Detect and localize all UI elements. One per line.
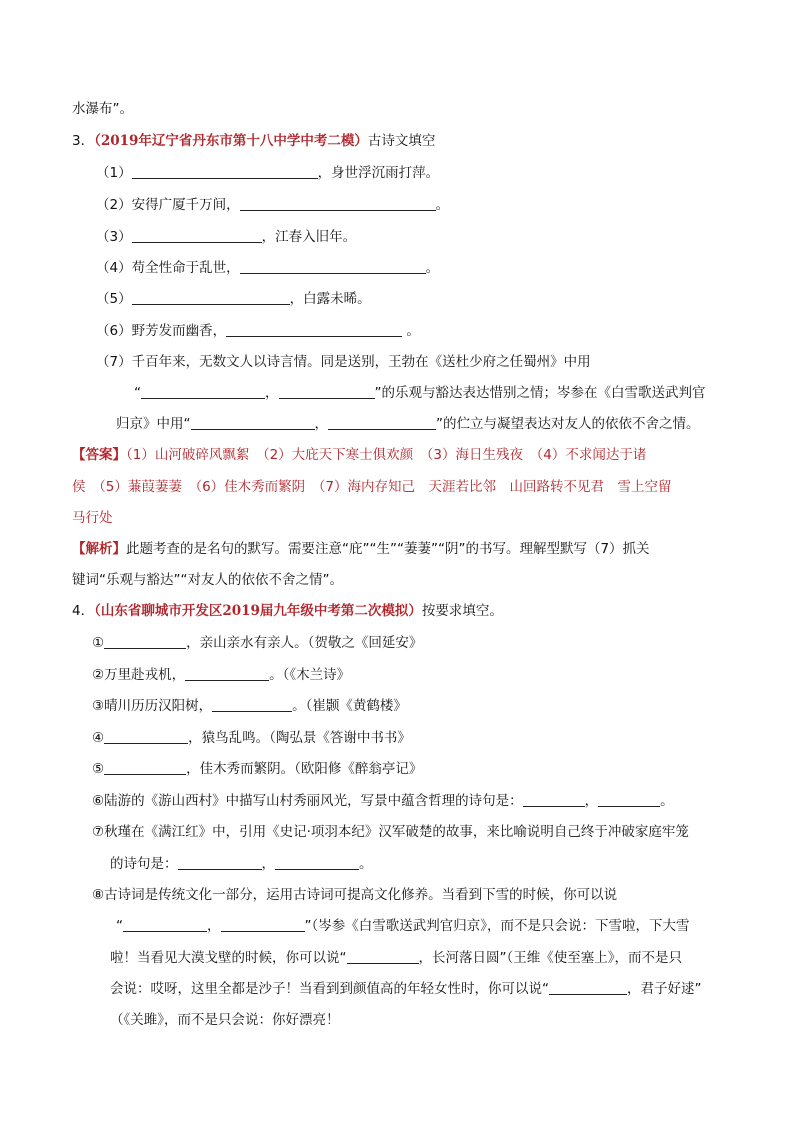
q4-item-7-text: 。 [359, 856, 373, 872]
q4-item-5-text: ，佳木秀而繁阴。（欧阳修《醉翁亭记》 [186, 761, 423, 777]
answer-blank[interactable] [347, 949, 419, 964]
q4-source: （山东省聊城市开发区2019届九年级中考第二次模拟） [94, 603, 422, 619]
answer-text: 侯 （5）蒹葭萋萋 （6）佳木秀而繁阴 （7）海内存知己 天涯若比邻 山回路转不见君 雪上空留 [72, 479, 672, 495]
q3-answer-line-1 [72, 446, 646, 464]
answer-blank[interactable] [132, 164, 318, 179]
q4-item-2-label: ②万里赴戎机， [92, 667, 186, 683]
q3-item-1 [96, 164, 439, 182]
q4-item-1-text: ，亲山亲水有亲人。（贺敬之《回延安》 [186, 635, 423, 651]
analysis-text: 此题考查的是名句的默写。需要注意“庇”“生”“萋萋”“阴”的书写。理解型默写（7）抓关 [126, 541, 650, 557]
q3-item-5 [96, 290, 371, 308]
analysis-text: 键词“乐观与豁达”“对友人的依依不舍之情”。 [72, 572, 343, 588]
q3-analysis-line-2 [72, 571, 343, 589]
answer-blank[interactable] [221, 917, 305, 932]
answer-blank[interactable] [132, 228, 262, 243]
answer-blank[interactable] [523, 792, 585, 807]
answer-blank[interactable] [123, 917, 207, 932]
comma: ， [265, 385, 279, 401]
q3-number: 3． [72, 133, 95, 149]
q4-item-8-text: 啦！当看见大漠戈壁的时候，你可以说“ [110, 950, 347, 966]
q3-title: 古诗文填空 [367, 133, 436, 149]
q3-heading [72, 132, 435, 150]
q4-item-8-line-4 [110, 980, 702, 998]
q3-item-1-label: （1） [96, 165, 132, 181]
q4-number: 4． [72, 603, 95, 619]
q4-item-7-line-1 [92, 823, 689, 841]
answer-blank[interactable] [226, 322, 402, 337]
answer-blank[interactable] [279, 384, 375, 399]
q4-item-8-text: ，长河落日圆”（王维《使至塞上》，而不是只 [418, 950, 682, 966]
q3-item-7-text: ”的乐观与豁达表达惜别之情；岑参在《白雪歌送武判官 [374, 385, 706, 401]
quote-open: “ [116, 918, 123, 934]
q3-answer-line-2 [72, 478, 672, 496]
q3-answer-line-3 [72, 509, 113, 527]
q3-item-7-line-2 [134, 384, 706, 402]
q4-item-2-text: 。（《木兰诗》 [269, 667, 351, 683]
q4-item-8-text: ”（岑参《白雪歌送武判官归京》，而不是只会说：下雪啦，下大雪 [304, 918, 690, 934]
q3-item-3 [96, 228, 356, 246]
answer-blank[interactable] [598, 792, 660, 807]
q3-item-2 [96, 196, 449, 214]
comma: ， [314, 416, 328, 432]
q3-item-4-text: 。 [425, 260, 440, 276]
answer-blank[interactable] [212, 697, 292, 712]
quote-open: “ [134, 385, 141, 401]
q3-item-7-text: 归京》中用“ [116, 416, 191, 432]
q3-item-7-line-1 [96, 353, 591, 371]
q4-item-8-text: （《关雎》，而不是只会说：你好漂亮！ [110, 1012, 340, 1028]
comma: ， [584, 793, 599, 809]
q4-item-3-label: ③晴川历历汉阳树， [92, 698, 213, 714]
q3-item-5-text: ，白露未晞。 [289, 291, 371, 307]
q4-item-7-text: ⑦秋瑾在《满江红》中，引用《史记·项羽本纪》汉军破楚的故事，来比喻说明自己终于冲破家庭牢笼 [92, 824, 689, 840]
q3-item-6-text: 。 [402, 323, 420, 339]
q4-item-1 [92, 634, 422, 652]
q4-item-5 [92, 760, 422, 778]
q4-item-6 [92, 792, 674, 810]
q4-item-3 [92, 697, 407, 715]
q4-item-8-line-3 [110, 949, 682, 967]
q3-item-1-text: ，身世浮沉雨打萍。 [317, 165, 440, 181]
q4-item-6-text: 。 [660, 793, 674, 809]
answer-blank[interactable] [132, 290, 290, 305]
continued-text: 水瀑布”。 [72, 101, 133, 117]
q3-item-3-label: （3） [96, 229, 132, 245]
q4-item-6-label: ⑥陆游的《游山西村》中描写山村秀丽风光，写景中蕴含哲理的诗句是： [92, 793, 523, 809]
q3-item-6 [96, 322, 420, 340]
q4-item-4-label: ④ [92, 730, 105, 746]
q3-item-2-text: 。 [435, 197, 450, 213]
answer-blank[interactable] [191, 415, 315, 430]
q3-item-7-text: （7）千百年来，无数文人以诗言情。同是送别，王勃在《送杜少府之任蜀州》中用 [96, 354, 591, 370]
q3-item-4 [96, 259, 439, 277]
q4-heading [72, 602, 503, 620]
q4-item-1-label: ① [92, 635, 105, 651]
q3-item-2-label: （2）安得广厦千万间， [96, 197, 240, 213]
answer-blank[interactable] [104, 729, 188, 744]
answer-text: 马行处 [72, 510, 113, 526]
answer-blank[interactable] [104, 760, 186, 775]
q4-item-8-text: 会说：哎呀，这里全都是沙子！当看到到颜值高的年轻女性时，你可以说“ [110, 981, 549, 997]
q4-item-3-text: 。（崔颢《黄鹤楼》 [292, 698, 407, 714]
answer-blank[interactable] [104, 634, 186, 649]
answer-blank[interactable] [328, 415, 436, 430]
q3-source: （2019年辽宁省丹东市第十八中学中考二模） [94, 133, 368, 149]
comma: ， [261, 856, 275, 872]
answer-text: （1）山河破碎风飘絮 （2）大庇天下寒士俱欢颜 （3）海日生残夜 （4）不求闻达于诸 [126, 447, 647, 463]
q4-item-8-line-5 [110, 1011, 340, 1029]
q3-item-4-label: （4）苟全性命于乱世， [96, 260, 240, 276]
q4-title: 按要求填空。 [421, 603, 503, 619]
answer-blank[interactable] [141, 384, 265, 399]
answer-blank[interactable] [185, 666, 269, 681]
q4-item-8-line-1 [92, 886, 617, 904]
answer-tag: 【答案】 [72, 447, 126, 463]
q4-item-8-text: ⑧古诗词是传统文化一部分，运用古诗词可提高文化修养。当看到下雪的时候，你可以说 [92, 887, 618, 903]
q3-item-3-text: ，江春入旧年。 [261, 229, 357, 245]
analysis-tag: 【解析】 [72, 541, 126, 557]
q3-item-7-line-3 [116, 415, 700, 433]
q4-item-7-text: 的诗句是： [110, 856, 178, 872]
q3-item-5-label: （5） [96, 291, 132, 307]
answer-blank[interactable] [240, 259, 426, 274]
q3-analysis-line-1 [72, 540, 650, 558]
q4-item-4-text: ，猿鸟乱鸣。（陶弘景《答谢中书书》 [188, 730, 411, 746]
continued-line [72, 100, 133, 118]
answer-blank[interactable] [178, 855, 262, 870]
q4-item-8-line-2 [116, 917, 690, 935]
q4-item-7-line-2 [110, 855, 373, 873]
answer-blank[interactable] [240, 196, 436, 211]
comma: ， [207, 918, 221, 934]
q4-item-5-label: ⑤ [92, 761, 105, 777]
answer-blank[interactable] [549, 980, 627, 995]
q4-item-2 [92, 666, 350, 684]
q3-item-6-label: （6）野芳发而幽香， [96, 323, 227, 339]
answer-blank[interactable] [275, 855, 359, 870]
q4-item-8-text: ，君子好逑” [627, 981, 702, 997]
q3-item-7-text: ”的伫立与凝望表达对友人的依依不舍之情。 [436, 416, 700, 432]
q4-item-4 [92, 729, 411, 747]
